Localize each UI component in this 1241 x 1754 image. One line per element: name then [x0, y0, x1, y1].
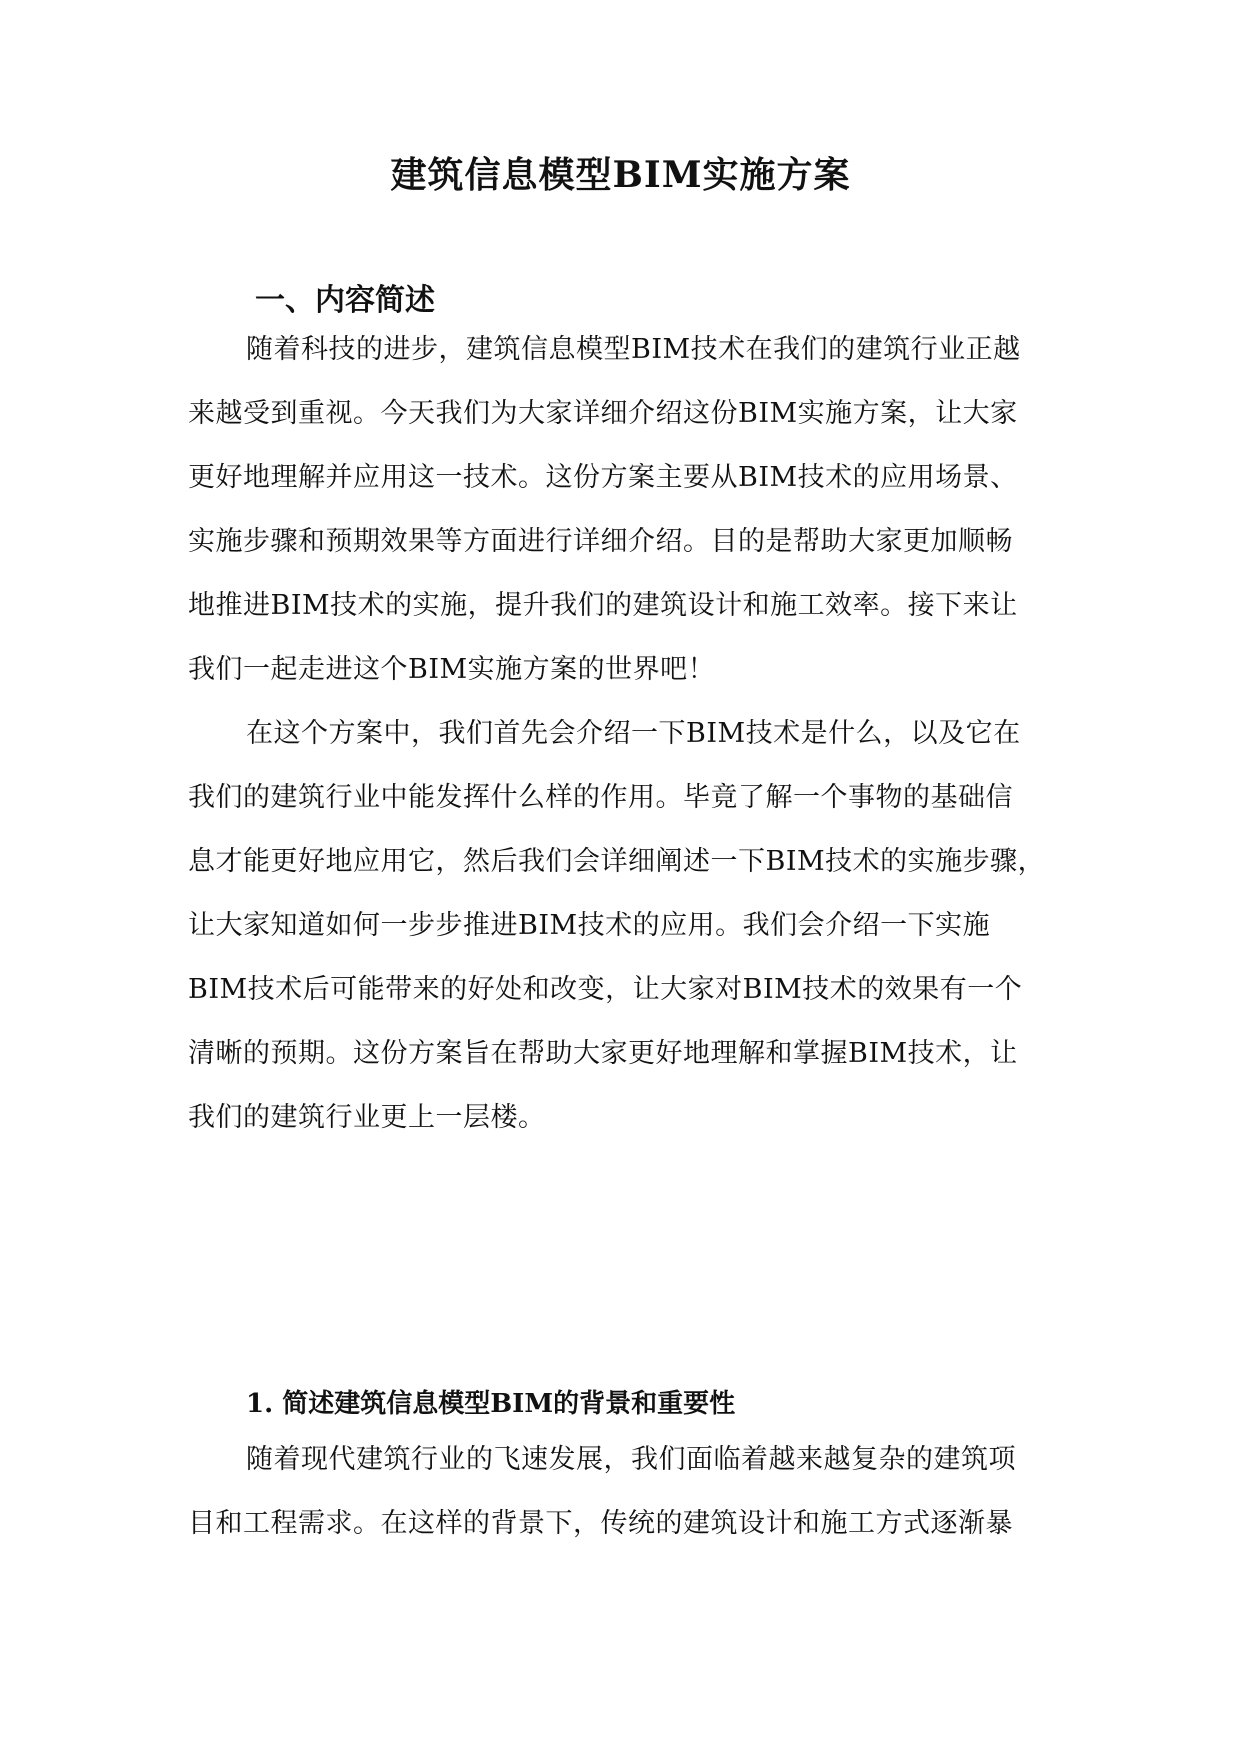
paragraph-line: 在这个方案中，我们首先会介绍一下BIM技术是什么，以及它在	[246, 718, 1021, 749]
paragraph-line: 来越受到重视。今天我们为大家详细介绍这份BIM实施方案，让大家	[188, 398, 1018, 429]
paragraph-line: 我们的建筑行业中能发挥什么样的作用。毕竟了解一个事物的基础信	[188, 782, 1013, 813]
paragraph-line: 让大家知道如何一步步推进BIM技术的应用。我们会介绍一下实施	[188, 910, 991, 941]
paragraph-line: 实施步骤和预期效果等方面进行详细介绍。目的是帮助大家更加顺畅	[188, 526, 1013, 557]
paragraph-line: 清晰的预期。这份方案旨在帮助大家更好地理解和掌握BIM技术，让	[188, 1038, 1018, 1069]
paragraph-line: 地推进BIM技术的实施，提升我们的建筑设计和施工效率。接下来让	[188, 590, 1018, 621]
paragraph-line: 我们的建筑行业更上一层楼。	[188, 1102, 546, 1133]
paragraph-line: 目和工程需求。在这样的背景下，传统的建筑设计和施工方式逐渐暴	[188, 1508, 1013, 1539]
subsection-heading-bim-background: 1. 简述建筑信息模型BIM的背景和重要性	[246, 1389, 736, 1419]
document-title: 建筑信息模型BIM实施方案	[390, 154, 851, 196]
paragraph-line: 我们一起走进这个BIM实施方案的世界吧！	[188, 654, 716, 685]
paragraph-line: 息才能更好地应用它，然后我们会详细阐述一下BIM技术的实施步骤，	[188, 846, 1046, 877]
section-heading-content-summary: 一、内容简述	[255, 283, 435, 318]
paragraph-line: 随着现代建筑行业的飞速发展，我们面临着越来越复杂的建筑项	[246, 1444, 1016, 1475]
paragraph-line: BIM技术后可能带来的好处和改变，让大家对BIM技术的效果有一个	[188, 974, 1023, 1005]
paragraph-line: 更好地理解并应用这一技术。这份方案主要从BIM技术的应用场景、	[188, 462, 1018, 493]
paragraph-line: 随着科技的进步，建筑信息模型BIM技术在我们的建筑行业正越	[246, 334, 1021, 365]
